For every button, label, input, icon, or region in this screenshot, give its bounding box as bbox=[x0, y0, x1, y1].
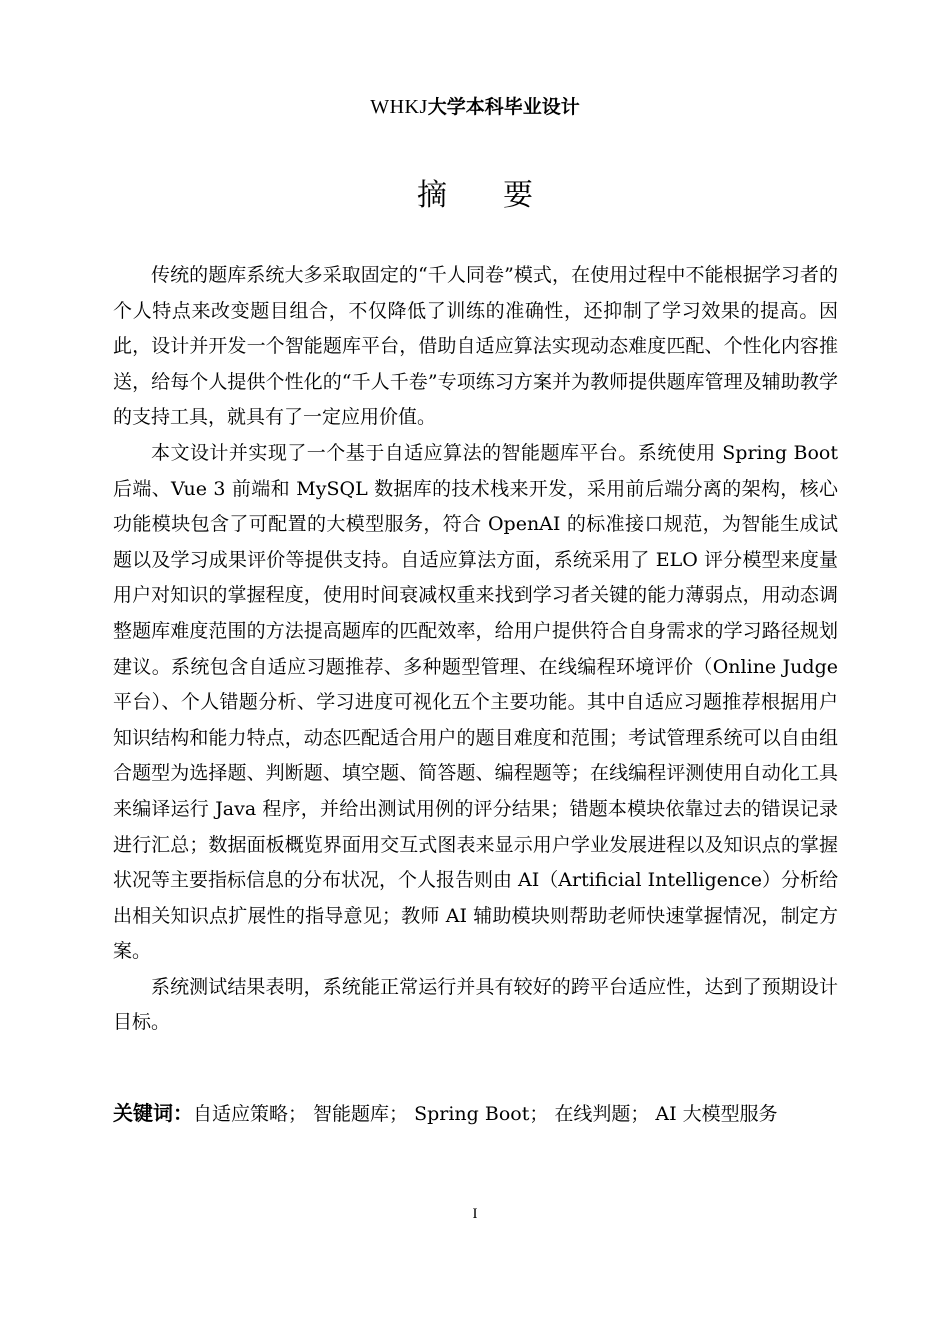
abstract-paragraph: 系统测试结果表明，系统能正常运行并具有较好的跨平台适应性，达到了预期设计目标。 bbox=[113, 975, 838, 1034]
abstract-paragraph: 传统的题库系统大多采取固定的“千人同卷”模式，在使用过程中不能根据学习者的个人特点来改变题目组合，不仅降低了训练的准确性，还抑制了学习效果的提高。因此，设计并开发一个智能题库平台，借助自适应算法实现动态难度匹配、个性化内容推送，给每个人提供个性化的“千人千卷”专项练习方案并为教师提供题库管理及辅助教学的支持工具，就具有了一定应用价值。 bbox=[113, 264, 838, 429]
abstract-paragraph: 本文设计并实现了一个基于自适应算法的智能题库平台。系统使用 Spring Boot 后端、Vue 3 前端和 MySQL 数据库的技术栈来开发，采用前后端分离的架构，核心功能模块包含了可配置的大模型服务，符合 OpenAI 的标准接口规范，为智能生成试题以及学习成果评价等提供支持。自适应算法方面，系统采用了 ELO 评分模型来度量用户对知识的掌握程度，使用时间衰减权重来找到学习者关键的能力薄弱点，用动态调整题库难度范围的方法提高题库的匹配效率，给用户提供符合自身需求的学习路径规划建议。系统包含自适应习题推荐、多种题型管理、在线编程环境评价（Online Judge 平台）、个人错题分析、学习进度可视化五个主要功能。其中自适应习题推荐根据用户知识结构和能力特点，动态匹配适合用户的题目难度和范围；考试管理系统可以自由组合题型为选择题、判断题、填空题、简答题、编程题等；在线编程评测使用自动化工具来编译运行 Java 程序，并给出测试用例的评分结果；错题本模块依靠过去的错误记录进行汇总；数据面板概览界面用交互式图表来显示用户学业发展进程以及知识点的掌握状况等主要指标信息的分布状况，个人报告则由 AI（Artificial Intelligence）分析给出相关知识点扩展性的指导意见；教师 AI 辅助模块则帮助老师快速掌握情况，制定方案。 bbox=[113, 441, 838, 963]
abstract-body bbox=[113, 258, 838, 1041]
header-code: WHKJ bbox=[370, 96, 428, 118]
keywords-items: 自适应策略； 智能题库； Spring Boot； 在线判题； AI 大模型服务 bbox=[193, 1103, 778, 1125]
page-number: I bbox=[472, 1206, 478, 1222]
keywords-label: 关键词： bbox=[113, 1101, 193, 1125]
page-title: 摘要 bbox=[417, 178, 589, 213]
document-header bbox=[0, 92, 950, 121]
header-university: 大学本科毕业设计 bbox=[427, 96, 580, 118]
keywords-line bbox=[113, 1097, 838, 1130]
